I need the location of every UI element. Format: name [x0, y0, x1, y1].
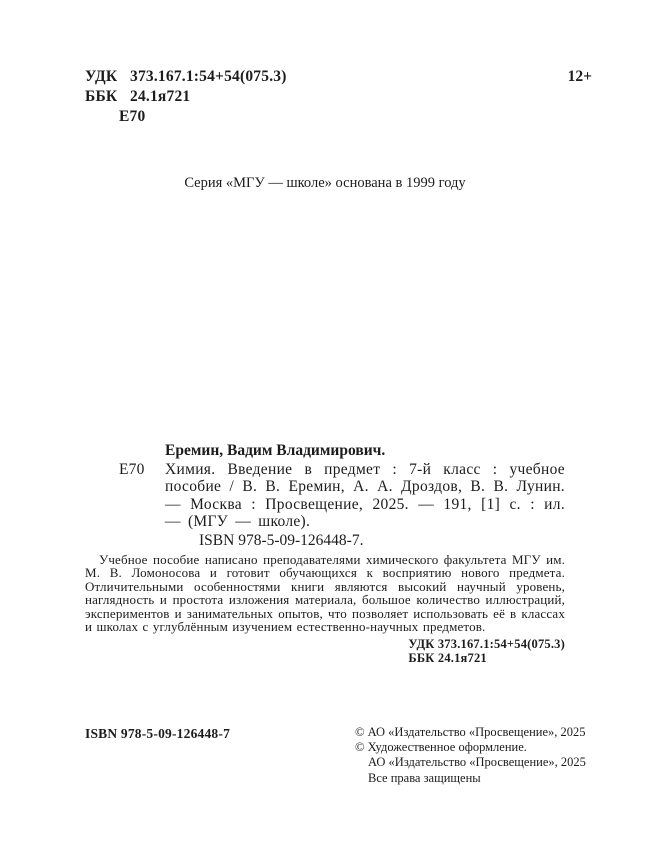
copyright-line-publisher-2: АО «Издательство «Просвещение», 2025 [368, 755, 586, 770]
author-heading: Еремин, Вадим Владимирович. [165, 442, 386, 459]
udk-row [85, 67, 287, 87]
copyright-lines [355, 725, 586, 786]
cataloging-block [85, 441, 565, 665]
udk-footer: УДК 373.167.1:54+54(075.3) [408, 637, 565, 652]
annotation-text: Учебное пособие написано преподавателями химического факультета МГУ им. М. В. Ломоносова и готовит обучающихся к восприятию нового предмета. Отличительными особенностями книги являются высокий научный уровень, наглядность и простота изложения материала, большое количество иллюстраций, экспериментов и занимательных опытов, что позволяет использовать её в классах и школах с углублённым изучением естественно-научных предметов. [85, 552, 565, 635]
copyright-line-publisher: © АО «Издательство «Просвещение», 2025 [355, 725, 586, 739]
footer-classification-codes [408, 637, 565, 665]
author-code: Е70 [119, 108, 146, 125]
bbk-footer: ББК 24.1я721 [408, 651, 487, 666]
bbk-row [85, 87, 287, 107]
copyright-line-artwork: © Художественное оформление. [355, 740, 527, 755]
bbk-label: ББК [85, 88, 118, 105]
udk-label: УДК [85, 68, 118, 85]
bibliographic-record [119, 461, 565, 531]
copyright-line-rights: Все права защищены [368, 770, 481, 785]
isbn-line: ISBN 978-5-09-126448-7. [199, 531, 364, 549]
udk-value: 373.167.1:54+54(075.3) [130, 68, 287, 85]
age-rating-badge: 12+ [567, 68, 592, 85]
record-text: Химия. Введение в предмет : 7-й класс : учебное пособие / В. В. Еремин, А. А. Дроздов, В. В. Лунин. — Москва : Просвещение, 2025. — 191, [1] с. : ил. — (МГУ — школе). [165, 461, 565, 531]
bbk-value: 24.1я721 [130, 88, 191, 105]
classification-block [85, 67, 287, 127]
isbn-footer: ISBN 978-5-09-126448-7 [85, 726, 231, 741]
entry-code: Е70 [119, 461, 145, 478]
series-line: Серия «МГУ — школе» основана в 1999 году [184, 175, 466, 191]
